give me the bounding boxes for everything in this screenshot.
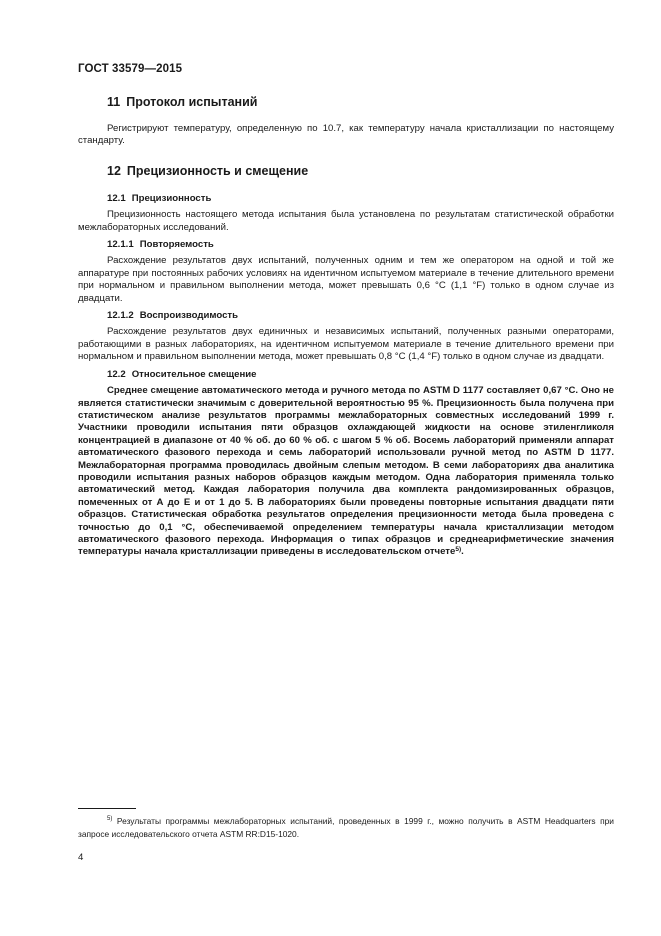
- section-12-2-number: 12.2: [107, 368, 126, 380]
- section-12-1-text: Прецизионность настоящего метода испытания была установлена по результатам статистической обработки межлабораторных исследований.: [78, 209, 614, 233]
- section-12-1-1-text: Расхождение результатов двух испытаний, полученных одним и тем же оператором на одной и той же аппаратуре при постоянных рабочих условиях на идентичном испытуемом материале в течение длительного времени при нормальном и правильном выполнении метода, может превышать 0,6 °С (1,1 °F) только в одном случае из двадцати.: [78, 255, 614, 304]
- section-12-1-1-title: Повторяемость: [139, 239, 214, 251]
- standard-header: ГОСТ 33579—2015: [78, 63, 183, 75]
- section-12-heading: [78, 164, 614, 178]
- section-11-number: 11: [107, 95, 121, 109]
- section-12-2-heading: [78, 369, 614, 381]
- footnote-divider: [78, 808, 136, 809]
- section-12-number: 12: [107, 163, 121, 178]
- section-12-1-2-title: Воспроизводимость: [139, 310, 238, 322]
- section-12-2-title: Относительное смещение: [131, 368, 257, 380]
- section-11-heading: [78, 95, 614, 109]
- section-11-text: Регистрируют температуру, определенную по 10.7, как температуру начала кристаллизации по настоящему стандарту.: [78, 123, 614, 147]
- page-number: 4: [78, 852, 84, 863]
- footnote-marker: 5): [107, 816, 113, 822]
- section-12-1-2-number: 12.1.2: [107, 310, 134, 322]
- footnote: [78, 815, 614, 841]
- section-11-title: Протокол испытаний: [126, 95, 258, 109]
- section-12-2-body: [78, 385, 614, 559]
- section-12-1-1-number: 12.1.1: [107, 239, 134, 251]
- section-12-2-text-end: .: [461, 546, 464, 558]
- section-12-1-heading: [78, 193, 614, 205]
- footnote-text: Результаты программы межлабораторных испытаний, проведенных в 1999 г., можно получить в ASTM Headquarters при запросе исследовательского отчета ASTM RR:D15-1020.: [78, 816, 614, 839]
- section-12-title: Прецизионность и смещение: [126, 163, 309, 178]
- section-12-1-2-text: Расхождение результатов двух единичных и независимых испытаний, полученных разными операторами, работающими в разных лабораториях, на идентичном испытуемом материале в течение длительного времени при нормальном и правильном выполнении метода, может превышать 0,8 °С (1,4 °F) только в одном случае из двадцати.: [78, 326, 614, 363]
- section-12-1-1-heading: [78, 239, 614, 251]
- page-content: [78, 90, 614, 559]
- section-12-1-title: Прецизионность: [131, 192, 212, 204]
- section-12-2-paragraph: [78, 385, 614, 559]
- footnote-reference[interactable]: 5): [455, 546, 462, 554]
- section-12-1-number: 12.1: [107, 192, 126, 204]
- section-12-1-2-heading: [78, 310, 614, 322]
- section-12-2-text: Среднее смещение автоматического метода и ручного метода по ASTM D 1177 составляет 0,67 °С. Оно не является статистически значимым с доверительной вероятностью 95 %. Прецизионность была получена при статистическом анализе результатов программы межлабораторных совместных исследований 1999 г. Участники проводили испытания пяти образцов охлаждающей жидкости на основе этиленгликоля концентрацией в диапазоне от 40 % об. до 60 % об. с шагом 5 % об. Восемь лабораторий применяли аппарат автоматического фазового перехода и семь лабораторий использовали ручной метод по ASTM D 1177. Межлабораторная программа проводилась двойным слепым методом. В семи лабораториях два аналитика проводили испытания разных наборов образцов каждым методом. Одна лаборатория применяла только автоматический метод. Каждая лаборатория получила два комплекта рандомизированных образцов, помеченных от А до Е и от 1 до 5. В лабораториях были проведены повторные испытания двадцати пяти образцов. Статистическая обработка результатов определения прецизионности метода была проведена с точностью до 0,1 °С, обеспечиваемой определением температуры начала кристаллизации методом автоматического фазового перехода. Информация о типах образцов и среднеарифметические значения температуры начала кристаллизации приведены в исследовательском отчете: [78, 385, 614, 558]
